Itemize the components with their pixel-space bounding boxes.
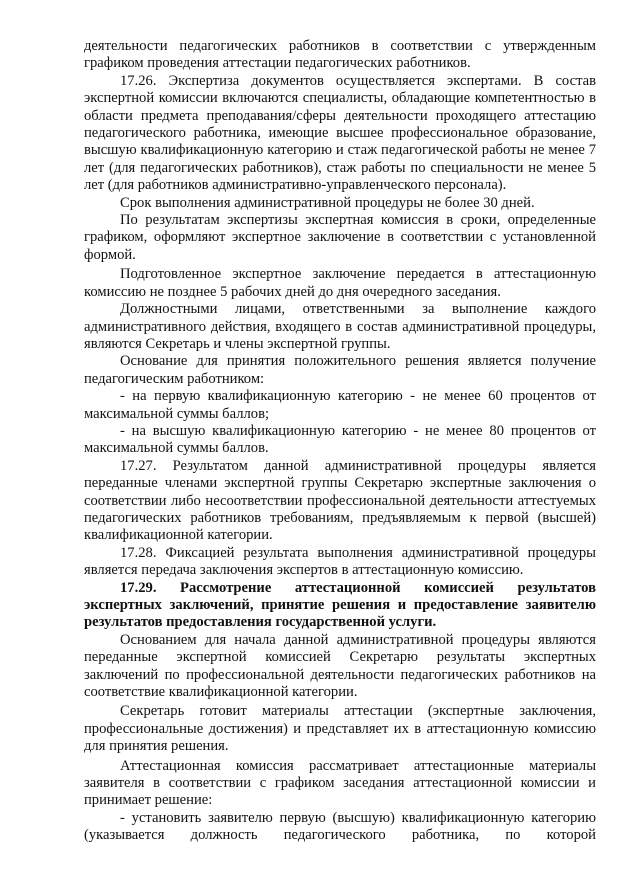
paragraph-17-26: 17.26. Экспертиза документов осуществляется экспертами. В состав экспертной комиссии включаются специалисты, обладающие компетентностью в области предмета преподавания/сферы деятельности проходящего аттестацию педагогического работника, имеющие высшее профессиональное образование, высшую квалификационную категорию и стаж педагогической работы не менее 7 лет (для педагогических работников), стаж работы по специальности не менее 5 лет (для работников административно-управленческого персонала).: [84, 72, 596, 194]
section-heading-17-29: 17.29. Рассмотрение аттестационной комиссией результатов экспертных заключений, принятие решения и предоставление заявителю результатов предоставления государственной услуги.: [84, 579, 596, 631]
paragraph-secretary: Секретарь готовит материалы аттестации (экспертные заключения, профессиональные достижения) и представляет их в аттестационную комиссию для принятия решения.: [84, 703, 596, 755]
paragraph-expert-conclusion: По результатам экспертизы экспертная комиссия в сроки, определенные графиком, оформляют экспертное заключение в соответствии с установленной формой.: [84, 212, 596, 263]
list-item-first-category: - на первую квалификационную категорию - не менее 60 процентов от максимальной суммы баллов;: [84, 388, 596, 422]
paragraph-deadline: Срок выполнения административной процедуры не более 30 дней.: [120, 194, 535, 211]
paragraph-officials: Должностными лицами, ответственными за выполнение каждого административного действия, входящего в состав административной процедуры, являются Секретарь и члены экспертной группы.: [84, 301, 596, 352]
paragraph-17-27: 17.27. Результатом данной административной процедуры является переданные членами экспертной группы Секретарю экспертные заключения о соответствии либо несоответствии профессиональной деятельности аттестуемых педагогических работников требованиям, предъявляемым к первой (высшей) квалификационной категории.: [84, 457, 596, 544]
paragraph-transfer: Подготовленное экспертное заключение передается в аттестационную комиссию не позднее 5 рабочих дней до дня очередного заседания.: [84, 266, 596, 300]
paragraph-17-28: 17.28. Фиксацией результата выполнения административной процедуры является передача заключения экспертов в аттестационную комиссию.: [84, 544, 596, 579]
paragraph-basis: Основанием для начала данной административной процедуры являются переданные экспертной комиссией Секретарю результаты экспертных заключений по профессиональной деятельности педагогических работников на соответствие квалификационной категории.: [84, 631, 596, 701]
list-item-establish-category: - установить заявителю первую (высшую) квалификационную категорию (указывается должность педагогического работника, по которой: [84, 809, 596, 844]
paragraph-continuation: деятельности педагогических работников в соответствии с утвержденным графиком проведения аттестации педагогических работников.: [84, 38, 596, 72]
list-item-highest-category: - на высшую квалификационную категорию - не менее 80 процентов от максимальной суммы баллов.: [84, 422, 596, 457]
paragraph-positive-decision: Основание для принятия положительного решения является получение педагогическим работником:: [84, 353, 596, 387]
paragraph-commission-review: Аттестационная комиссия рассматривает аттестационные материалы заявителя в соответствии с графиком заседания аттестационной комиссии и принимает решение:: [84, 757, 596, 809]
